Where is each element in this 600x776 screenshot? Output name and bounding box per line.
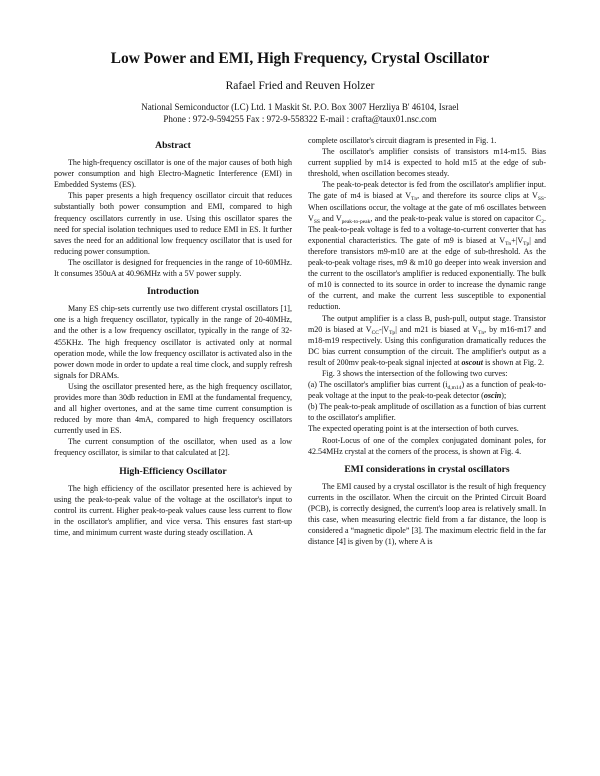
affiliation-block — [0, 101, 600, 125]
operating-point-text: The expected operating point is at the intersection of both curves. — [308, 424, 519, 434]
circuit-paragraph: complete oscillator's circuit diagram is presented in Fig. 1. — [308, 136, 497, 145]
left-column — [54, 140, 292, 538]
right-column — [308, 135, 546, 547]
curve-a-item: (a) The oscillator's amplifier bias current $(i_{d,m14})$ as a function of peak-to-peak voltage at the input to the peak-to-peak detector (oscin); — [308, 380, 547, 401]
detector-paragraph: The peak-to-peak detector is fed from the oscillator's amplifier input. The gate of m4 is biased at $V_{Tn}$, and therefore its source clips at $V_{SS}$. When oscillations occur, the voltage at the gate of m6 oscillates between $V_{SS}$ and $V_{peak-to-peak}$, and the peak-to-peak value is stored on capacitor $C_2$. The peak-to-peak voltage is fed to a voltage-to-current converter that has exponential characteristics. The gate of m9 is biased at $V_{Tn}+|V_{Tp}|$ and therefore transistors m9-m10 are at the edge of sub-threshold. As the peak-to-peak voltage rises, m9 & m10 go deeper into weak inversion and the current to the oscillator's amplifier is reduced exponentially. The bulk of m10 is connected to its source in order to increase the dynamic range of the current, and make the current less susceptible to exponential reduction. — [308, 180, 546, 312]
abstract-paragraph-3: The oscillator is designed for frequencies in the range of 10-60MHz. It consumes 350uA at 40.96MHz with a 5V power supply. — [54, 257, 292, 279]
emi-heading: EMI considerations in crystal oscillators — [344, 463, 510, 475]
affiliation: National Semiconductor (LC) Ltd. 1 Maskit St. P.O. Box 3007 Herzliya B' 46104, Israel — [141, 102, 459, 112]
paper-title: Low Power and EMI, High Frequency, Crystal Oscillator — [110, 50, 490, 67]
curve-b-item: (b) The peak-to-peak amplitude of oscillation as a function of bias current to the oscillator's amplifier. — [308, 402, 546, 423]
intro-paragraph-1: Many ES chip-sets currently use two different crystal oscillators [1], one is a high frequency oscillator, typically in the range of 20-40MHz, and the other is a low frequency oscillator, typically in the range of 32-455KHz. The high frequency oscillator is activated only at normal operation mode, while the low frequency oscillator is activated also in the power down mode in order to update a real time clock, and supply refresh signals for DRAMs. — [54, 304, 292, 380]
intersection-paragraph: Fig. 3 shows the intersection of the following two curves: — [322, 368, 508, 378]
intro-paragraph-2: Using the oscillator presented here, as the high frequency oscillator, provides more than 30db reduction in EMI at the fundamental frequency, and all higher overtones, and at the same time current consumption is reduced by more than 4mA, compared to high frequency oscillators currently used in ES. — [54, 381, 292, 436]
intro-paragraph-3: The current consumption of the oscillator, when used as a low frequency oscillator, is similar to that calculated at [2]. — [54, 437, 292, 458]
abstract-heading: Abstract — [155, 140, 191, 151]
high-efficiency-heading: High-Efficiency Oscillator — [119, 465, 227, 477]
introduction-heading: Introduction — [146, 286, 200, 298]
abstract-paragraph-2: This paper presents a high frequency oscillator circuit that reduces substantially both power consumption and EMI, compared to high frequency oscillators currently in use. Using this oscillator spares the need for special isolation techniques used to reduce EMI in ES. It further saves the need for an additional low frequency oscillator that is used for reducing power consumption. — [54, 191, 292, 256]
amplifier-paragraph: The oscillator's amplifier consists of transistors m14-m15. Bias current supplied by m14 is expected to hold m15 at the edge of sub-threshold, when oscillation becomes steady. — [308, 147, 546, 179]
output-amplifier-paragraph: The output amplifier is a class B, push-pull, output stage. Transistor m20 is biased at $V_{CC}-|V_{Tp}|$ and m21 is biased at $V_{Tn}$, by m16-m17 and m18-m19 respectively. Using this configuration dramatically reduces the DC bias current consumption of the circuit. The amplifier's output as a result of 200mv peak-to-peak signal injected at oscout is shown at Fig. 2. — [308, 313, 546, 367]
emi-paragraph-1: The EMI caused by a crystal oscillator is the result of high frequency currents in the oscillator. When the circuit on the Printed Circuit Board (PCB), is correctly designed, the current's loop area is relatively small. In this case, when measuring electric field from a far distance, the loop is considered a “magnetic dipole” [3]. The maximum electric field in the far distance [4] is given by (1), where A is — [308, 481, 546, 547]
root-locus-paragraph: Root-Locus of one of the complex conjugated dominant poles, for 42.54MHz crystal at the corners of the process, is shown at Fig. 4. — [308, 435, 546, 456]
abstract-paragraph-1: The high-frequency oscillator is one of the major causes of both high power consumption and high Electro-Magnetic Interference (EMI) in Embedded Systems (ES). — [54, 158, 292, 190]
authors: Rafael Fried and Reuven Holzer — [225, 80, 375, 92]
high-efficiency-paragraph-1: The high efficiency of the oscillator presented here is achieved by using the peak-to-peak value of the voltage at the oscillator's input to control its current. Higher peak-to-peak values cause less current to flow in the oscillator's amplifier, and vice versa. This ensures fast start-up time, and minimum current waste during steady oscillation. A — [54, 483, 292, 537]
contact-info: Phone : 972-9-594255 Fax : 972-9-558322 E-mail : crafta@taux01.nsc.com — [163, 114, 437, 124]
